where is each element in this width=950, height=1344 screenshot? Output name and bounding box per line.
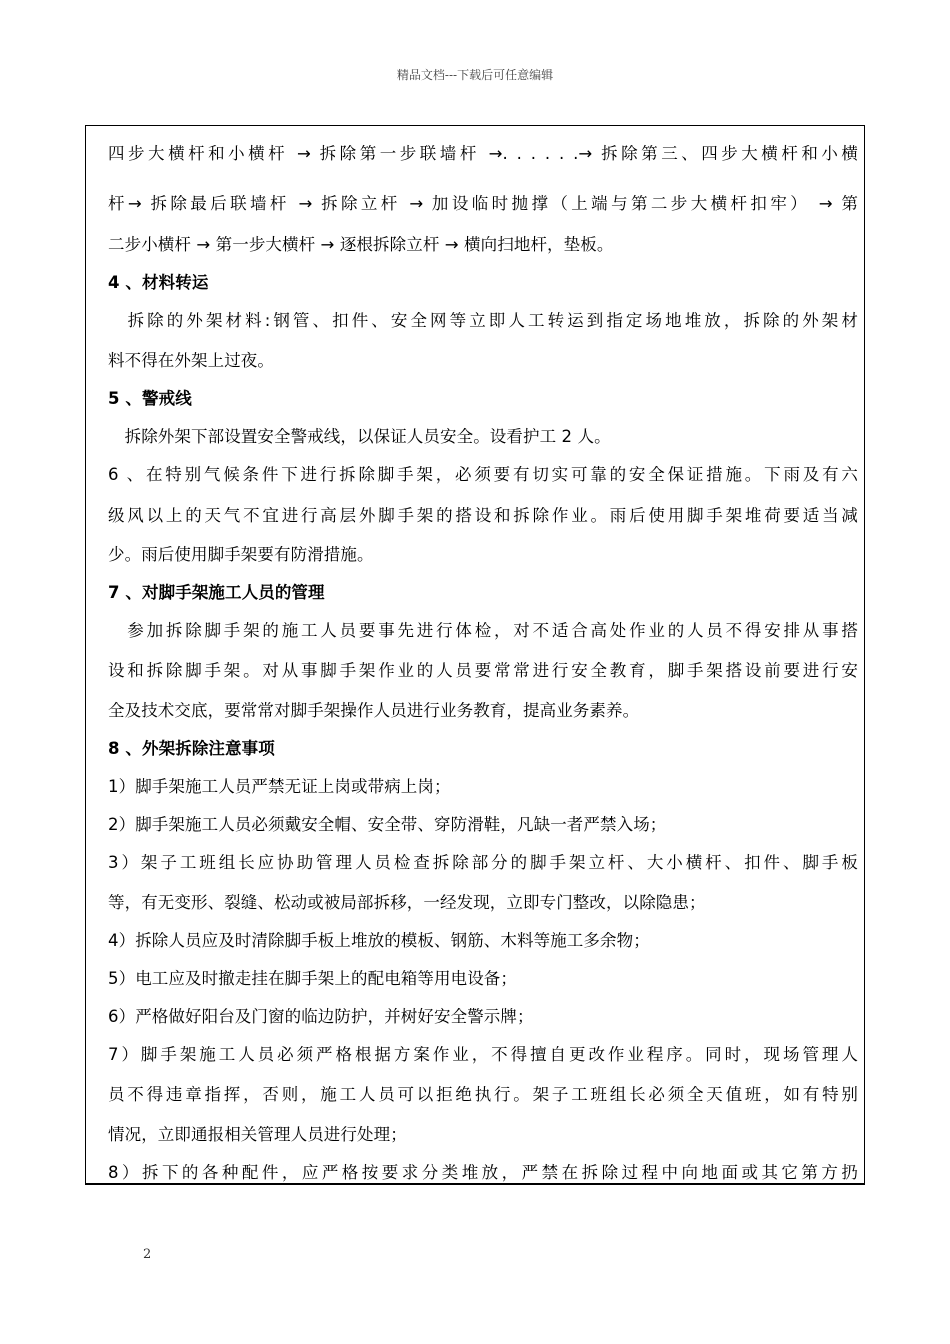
- text-line: 杆→ 拆除最后联墙杆 → 拆除立杆 → 加设临时抛撑（上端与第二步大横杆扣牢） → 第: [108, 194, 858, 213]
- text-line: 等，有无变形、裂缝、松动或被局部拆移，一经发现，立即专门整改，以除隐患；: [108, 893, 706, 912]
- section-heading: 7 、对脚手架施工人员的管理: [108, 583, 325, 602]
- list-item: 6）严格做好阳台及门窗的临边防护，并树好安全警示牌；: [108, 1007, 534, 1026]
- list-item: 8）拆下的各种配件，应严格按要求分类堆放，严禁在拆除过程中向地面或其它第方扔: [108, 1163, 858, 1182]
- text-line: 二步小横杆 → 第一步大横杆 → 逐根拆除立杆 → 横向扫地杆，垫板。: [108, 235, 614, 254]
- list-item: 4）拆除人员应及时清除脚手板上堆放的模板、钢筋、木料等施工多余物；: [108, 931, 650, 950]
- text-line: 料不得在外架上过夜。: [108, 351, 274, 370]
- text-line: 拆除的外架材料:钢管、扣件、安全网等立即人工转运到指定场地堆放，拆除的外架材: [108, 311, 858, 330]
- text-line: 拆除外架下部设置安全警戒线，以保证人员安全。设看护工 2 人。: [108, 427, 611, 446]
- page-header: 精品文档---下载后可任意编辑: [396, 68, 554, 82]
- text-line: 四步大横杆和小横杆 → 拆除第一步联墙杆 →. . . . . .→ 拆除第三、四步大横杆和小横: [108, 144, 858, 163]
- section-heading: 4 、材料转运: [108, 273, 209, 292]
- text-line: 情况，立即通报相关管理人员进行处理；: [108, 1125, 407, 1144]
- list-item: 3）架子工班组长应协助管理人员检查拆除部分的脚手架立杆、大小横杆、扣件、脚手板: [108, 853, 858, 872]
- text-line: 少。雨后使用脚手架要有防滑措施。: [108, 545, 374, 564]
- section-heading: 8 、外架拆除注意事项: [108, 739, 275, 758]
- text-line: 级风以上的天气不宜进行高层外脚手架的搭设和拆除作业。雨后使用脚手架堆荷要适当减: [108, 506, 858, 525]
- list-item: 2）脚手架施工人员必须戴安全帽、安全带、穿防滑鞋，凡缺一者严禁入场；: [108, 815, 667, 834]
- page-number: 2: [143, 1247, 152, 1262]
- text-line: 全及技术交底，要常常对脚手架操作人员进行业务教育，提高业务素养。: [108, 701, 640, 720]
- text-line: 设和拆除脚手架。对从事脚手架作业的人员要常常进行安全教育，脚手架搭设前要进行安: [108, 661, 858, 680]
- list-item: 7）脚手架施工人员必须严格根据方案作业，不得擅自更改作业程序。同时，现场管理人: [108, 1045, 858, 1064]
- list-item: 1）脚手架施工人员严禁无证上岗或带病上岗；: [108, 777, 451, 796]
- section-heading: 5 、警戒线: [108, 389, 192, 408]
- text-line: 员不得违章指挥，否则，施工人员可以拒绝执行。架子工班组长必须全天值班，如有特别: [108, 1085, 858, 1104]
- text-line: 6 、在特别气候条件下进行拆除脚手架，必须要有切实可靠的安全保证措施。下雨及有六: [108, 465, 858, 484]
- list-item: 5）电工应及时撤走挂在脚手架上的配电箱等用电设备；: [108, 969, 517, 988]
- text-line: 参加拆除脚手架的施工人员要事先进行体检，对不适合高处作业的人员不得安排从事搭: [108, 621, 858, 640]
